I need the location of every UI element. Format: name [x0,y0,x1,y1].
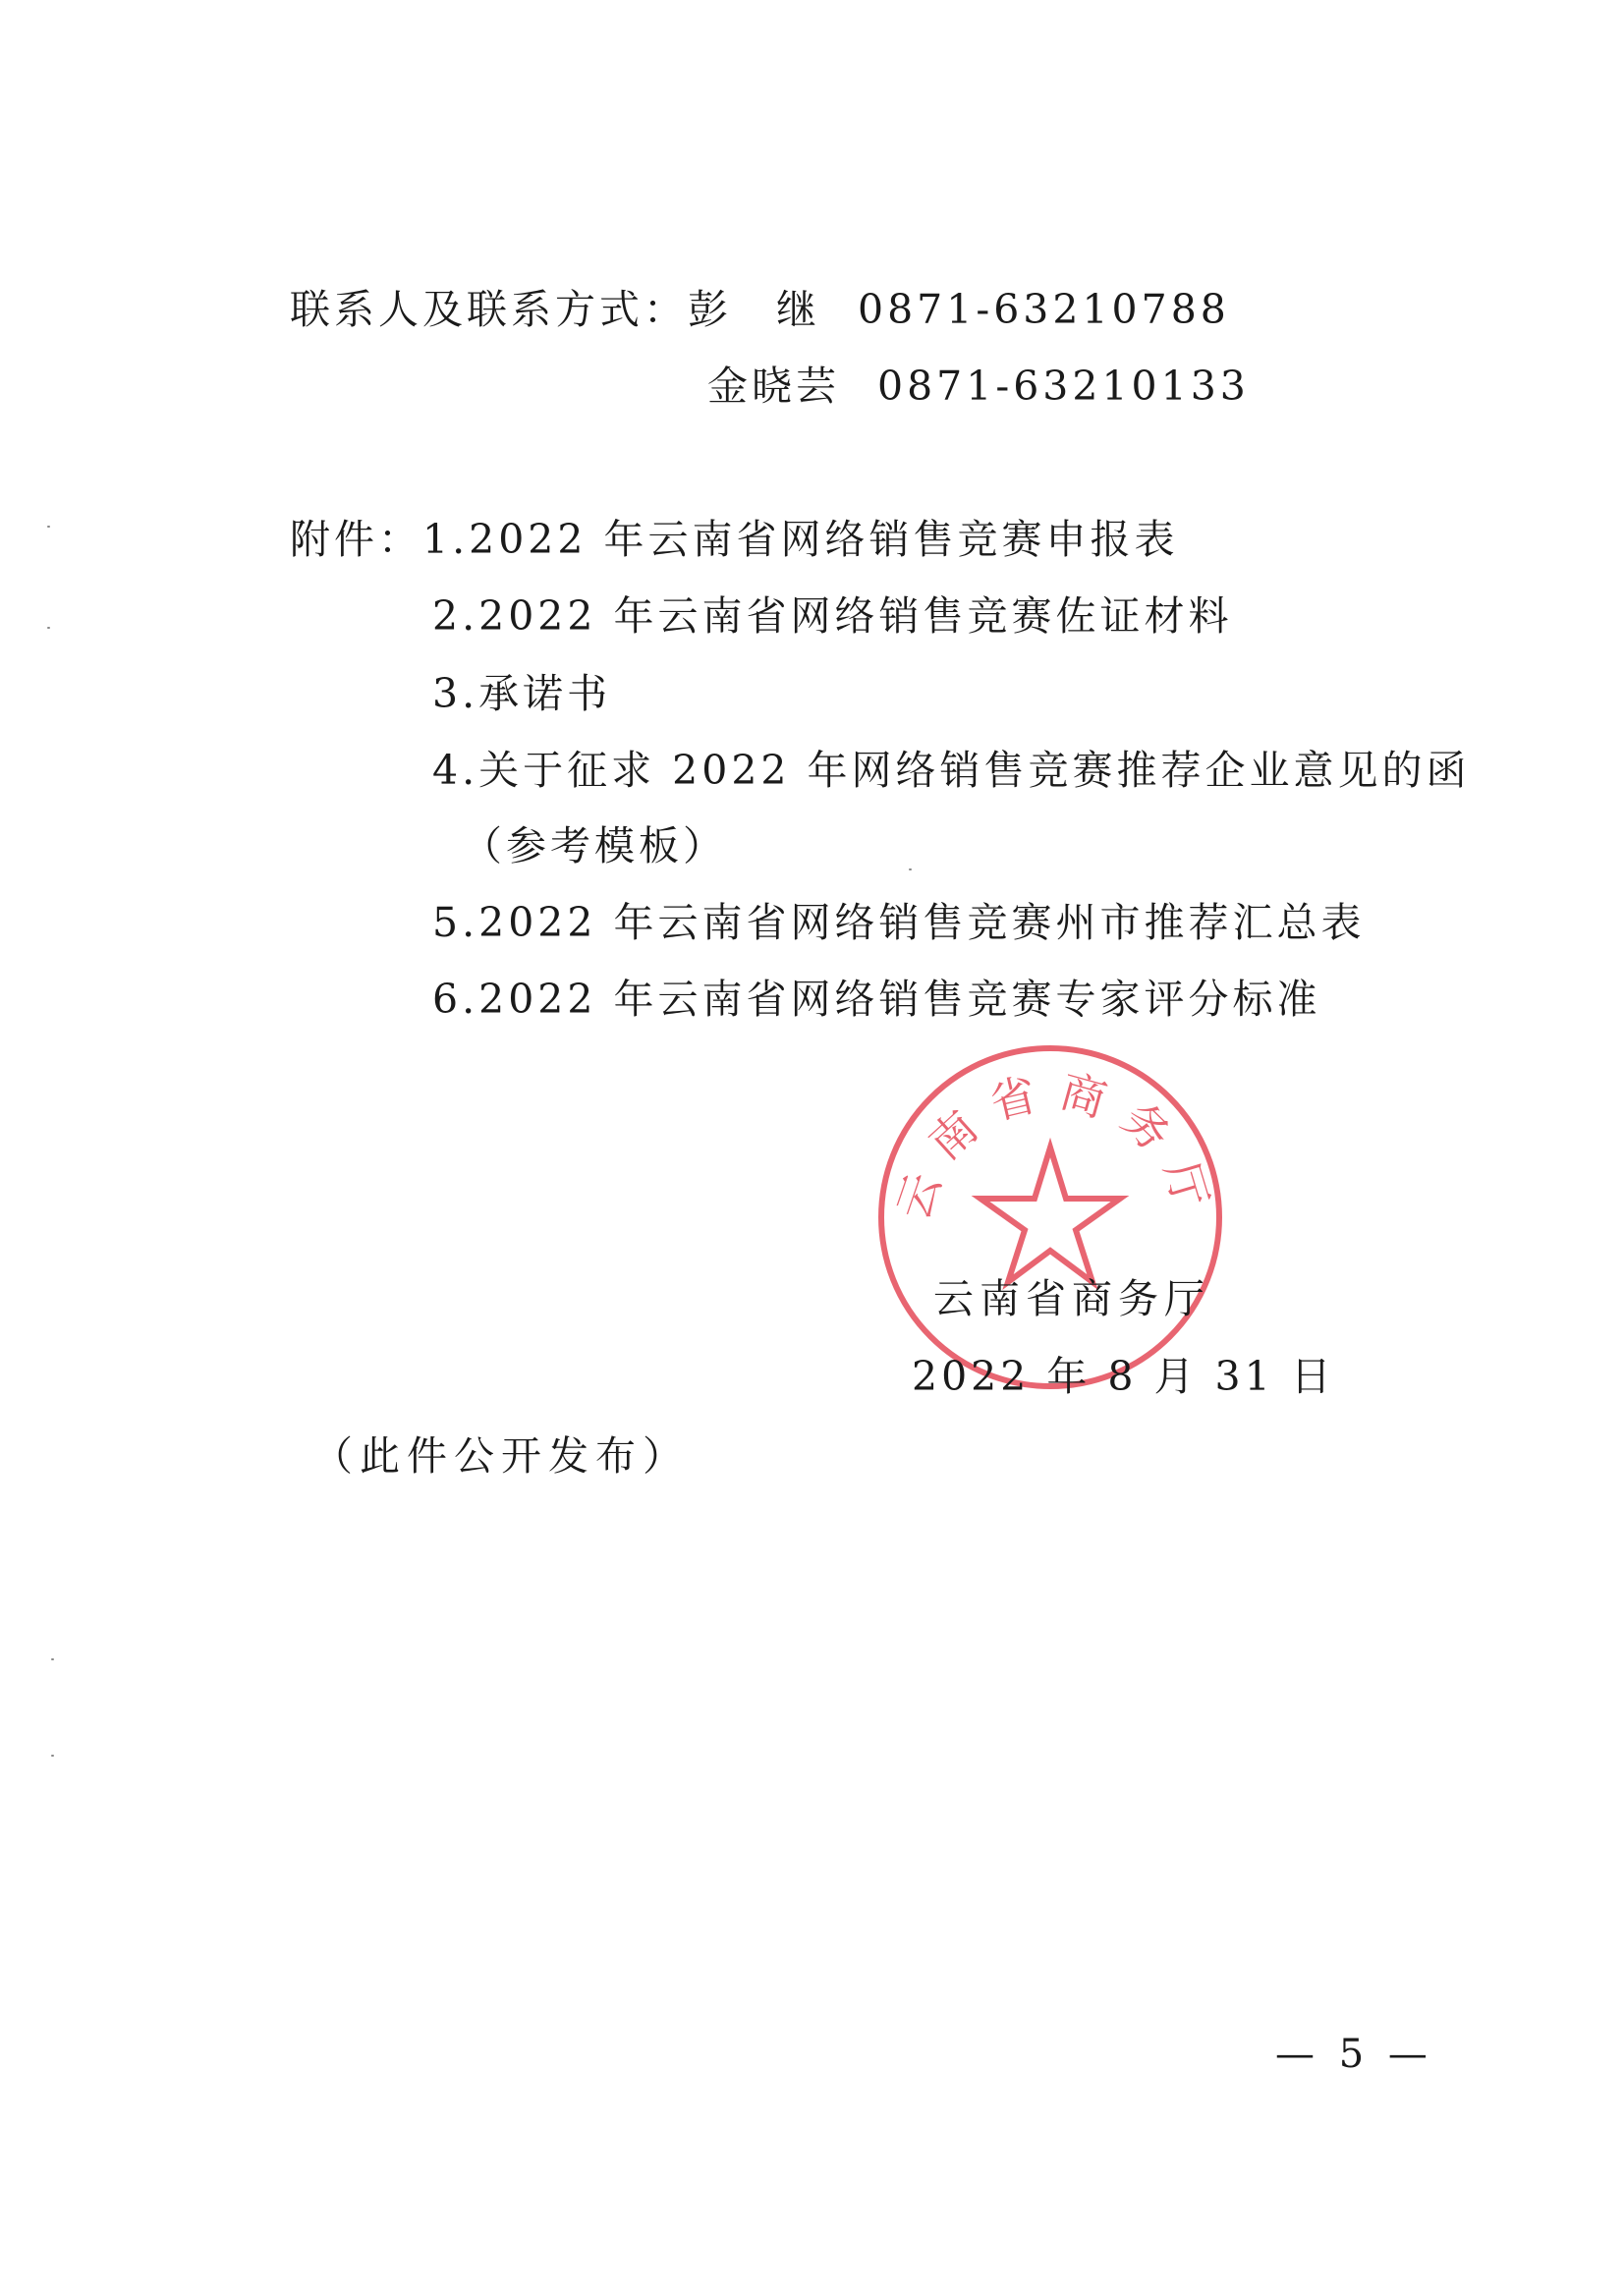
scan-speck [909,868,912,870]
signature-organization: 云南省商务厅 [933,1275,1210,1322]
contact-person-1-phone: 0871-63210788 [858,286,1230,333]
seal-star-icon [980,1148,1120,1282]
publication-note: （此件公开发布） [312,1432,690,1480]
scan-speck [51,1755,54,1757]
scan-speck [51,1658,54,1660]
official-seal [872,1039,1228,1395]
contact-person-1-name: 彭 继 [688,286,820,333]
contact-label: 联系人及联系方式： [290,286,688,333]
contact-person-2-name: 金晓芸 [707,363,840,410]
signature-date: 2022 年 8 月 31 日 [912,1353,1335,1400]
contact-person-2-phone: 0871-63210133 [877,363,1250,410]
attachment-item: 2.2022 年云南省网络销售竞赛佐证材料 [432,592,1233,640]
attachments-label: 附件： [290,516,422,563]
seal-arc-text: 云南省商务厅 [885,1063,1224,1231]
attachment-item-continuation: （参考模板） [462,822,727,869]
attachment-item: 6.2022 年云南省网络销售竞赛专家评分标准 [432,976,1321,1023]
contact-line-1 [290,286,1230,333]
attachment-item: 4.关于征求 2022 年网络销售竞赛推荐企业意见的函 [432,747,1471,794]
attachment-item: 3.承诺书 [432,670,612,717]
contact-line-2 [707,363,1250,410]
scan-speck [47,526,50,528]
page-number: — 5 — [1275,2032,1433,2077]
attachment-item: 1.2022 年云南省网络销售竞赛申报表 [422,516,1179,563]
attachment-line-1 [290,516,1179,563]
attachment-item: 5.2022 年云南省网络销售竞赛州市推荐汇总表 [432,899,1366,946]
scan-speck [47,627,50,629]
